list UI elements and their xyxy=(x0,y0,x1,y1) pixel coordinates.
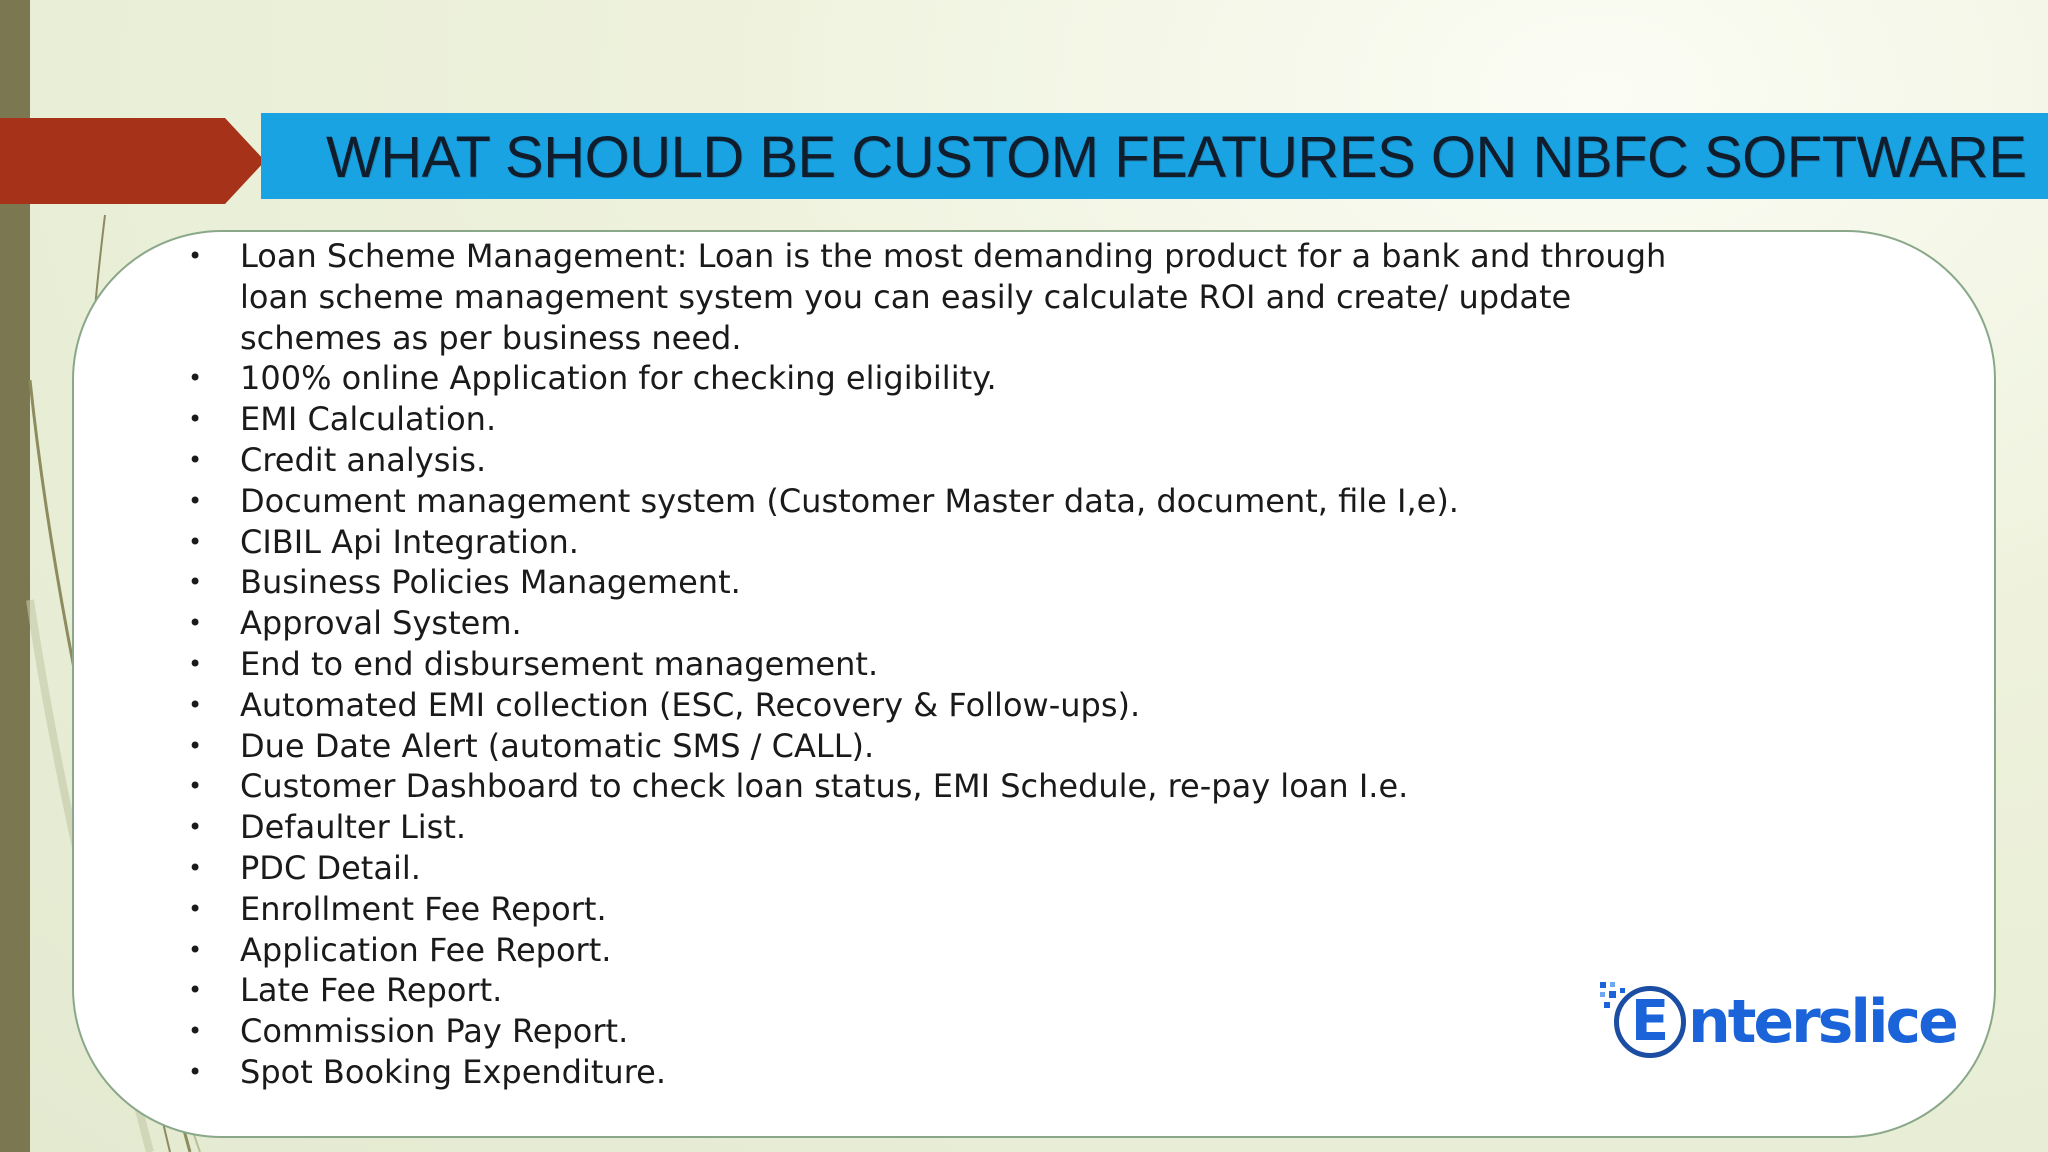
list-item xyxy=(180,399,1680,440)
list-item xyxy=(180,807,1680,848)
bullet-icon: • xyxy=(188,894,203,923)
list-item xyxy=(180,726,1680,767)
list-item-text: Late Fee Report. xyxy=(240,971,503,1010)
list-item-text: Application Fee Report. xyxy=(240,930,612,969)
list-item-text: EMI Calculation. xyxy=(240,400,497,439)
list-item-text: Spot Booking Expenditure. xyxy=(240,1052,666,1091)
list-item-text: End to end disbursement management. xyxy=(240,644,879,683)
list-item xyxy=(180,685,1680,726)
list-item-text: Business Policies Management. xyxy=(240,563,741,602)
list-item xyxy=(180,970,1680,1011)
list-item-text: Automated EMI collection (ESC, Recovery & Follow-ups). xyxy=(240,685,1141,724)
list-item xyxy=(180,766,1680,807)
bullet-icon: • xyxy=(188,445,203,474)
bullet-icon: • xyxy=(188,568,203,597)
bullet-icon: • xyxy=(188,772,203,801)
logo-wordmark: nterslice xyxy=(1688,987,1956,1057)
bullet-icon: • xyxy=(188,527,203,556)
list-item-text: CIBIL Api Integration. xyxy=(240,522,579,561)
list-item xyxy=(180,930,1680,971)
bullet-icon: • xyxy=(188,976,203,1005)
list-item-text: Customer Dashboard to check loan status, EMI Schedule, re-pay loan I.e. xyxy=(240,767,1409,806)
list-item xyxy=(180,1052,1680,1093)
bullet-icon: • xyxy=(188,364,203,393)
bullet-icon: • xyxy=(188,1017,203,1046)
list-item-text: Approval System. xyxy=(240,604,522,643)
feature-list xyxy=(180,236,1680,1093)
list-item-text: PDC Detail. xyxy=(240,848,421,887)
bullet-icon: • xyxy=(188,690,203,719)
list-item-text: 100% online Application for checking eligibility. xyxy=(240,359,997,398)
bullet-icon: • xyxy=(188,813,203,842)
bullet-icon: • xyxy=(188,242,203,270)
list-item-text: Enrollment Fee Report. xyxy=(240,889,607,928)
slide-title: WHAT SHOULD BE CUSTOM FEATURES ON NBFC SOFTWARE xyxy=(326,125,2027,190)
list-item xyxy=(180,848,1680,889)
list-item xyxy=(180,644,1680,685)
list-item-text: Loan Scheme Management: Loan is the most demanding product for a bank and through loan scheme management system you can easily calculate ROI and create/ update schemes as per business need. xyxy=(240,237,1667,357)
list-item xyxy=(180,358,1680,399)
list-item-text: Credit analysis. xyxy=(240,440,487,479)
bullet-icon: • xyxy=(188,649,203,678)
list-item-text: Defaulter List. xyxy=(240,808,467,847)
list-item xyxy=(180,603,1680,644)
logo-initial: E xyxy=(1630,989,1670,1054)
list-item-text: Document management system (Customer Master data, document, file I,e). xyxy=(240,481,1459,520)
list-item xyxy=(180,562,1680,603)
list-item xyxy=(180,481,1680,522)
title-arrow-shape xyxy=(0,118,265,204)
bullet-icon: • xyxy=(188,1057,203,1086)
bullet-icon: • xyxy=(188,853,203,882)
enterslice-logo xyxy=(1596,976,1956,1072)
list-item xyxy=(180,889,1680,930)
bullet-icon: • xyxy=(188,609,203,638)
bullet-icon: • xyxy=(188,405,203,434)
list-item xyxy=(180,522,1680,563)
logo-e-icon xyxy=(1614,986,1686,1058)
list-item xyxy=(180,236,1680,358)
list-item-text: Due Date Alert (automatic SMS / CALL). xyxy=(240,726,875,765)
list-item-text: Commission Pay Report. xyxy=(240,1012,629,1051)
list-item xyxy=(180,440,1680,481)
bullet-icon: • xyxy=(188,935,203,964)
bullet-icon: • xyxy=(188,731,203,760)
bullet-icon: • xyxy=(188,486,203,515)
list-item xyxy=(180,1011,1680,1052)
